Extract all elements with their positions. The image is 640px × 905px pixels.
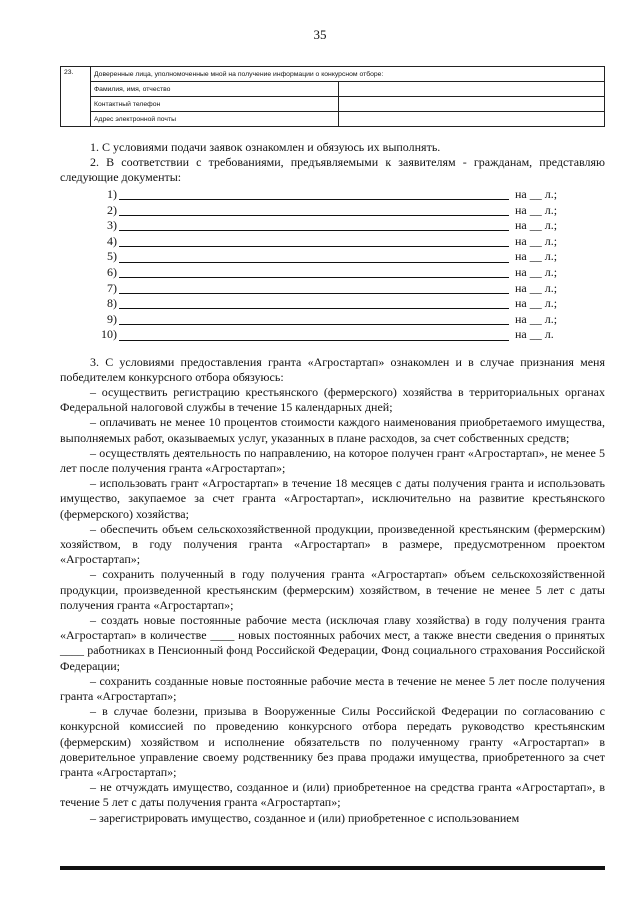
field-value-email <box>339 112 605 127</box>
obligation-item: – в случае болезни, призыва в Вооруженные Силы Российской Федерации по согласованию с конкурсной комиссией по проведению конкурсного отбора передать руководство крестьянским (фермерским) хозяйством и исполнение обязательств по полученному гранту «Агростартап» в доверительное управление своему родственнику без права продажи имущества, приобретенного за счет гранта «Агростартап»; <box>60 704 605 780</box>
obligation-item: – осуществлять деятельность по направлению, на которое получен грант «Агростартап», не менее 5 лет после получения гранта «Агростартап»; <box>60 445 605 475</box>
obligation-item: – сохранить созданные новые постоянные рабочие места в течение не менее 5 лет после получения гранта «Агростартап»; <box>60 673 605 704</box>
doc-blank-line <box>119 266 509 278</box>
paragraph-grant-conditions: 3. С условиями предоставления гранта «Агростартап» ознакомлен и в случае признания меня победителем конкурсного отбора обязуюсь: <box>60 354 605 384</box>
doc-number: 2) <box>107 202 117 217</box>
doc-number: 7) <box>107 280 117 295</box>
field-value-full-name <box>339 82 605 97</box>
obligation-item: – сохранить полученный в году получения гранта «Агростартап» объем сельскохозяйственной продукции, произведенной крестьянским (фермерским) хозяйством, в течение не менее 5 лет с даты получения гранта «Агростартап»; <box>60 567 605 612</box>
field-value-phone <box>339 97 605 112</box>
doc-number: 10) <box>101 327 117 342</box>
bottom-divider <box>60 866 605 870</box>
doc-pages: на __ л.; <box>515 311 558 326</box>
row-number: 23. <box>61 67 91 127</box>
field-label-phone: Контактный телефон <box>91 97 339 112</box>
doc-blank-line <box>119 204 509 216</box>
page-number: 35 <box>313 27 327 42</box>
list-item <box>60 187 605 203</box>
doc-number: 3) <box>107 218 117 233</box>
table-row <box>61 97 605 112</box>
field-label-email: Адрес электронной почты <box>91 112 339 127</box>
trusted-persons-table <box>60 66 605 127</box>
table-heading: Доверенные лица, уполномоченные мной на получение информации о конкурсном отборе: <box>91 67 605 82</box>
field-label-full-name: Фамилия, имя, отчество <box>91 82 339 97</box>
doc-number: 8) <box>107 296 117 311</box>
doc-pages: на __ л.; <box>515 296 558 311</box>
doc-pages: на __ л.; <box>515 249 558 264</box>
doc-blank-line <box>119 251 509 263</box>
list-item <box>60 280 605 296</box>
doc-blank-line <box>119 282 509 294</box>
doc-number: 9) <box>107 311 117 326</box>
doc-number: 6) <box>107 264 117 279</box>
doc-blank-line <box>119 313 509 325</box>
doc-pages: на __ л.; <box>515 264 558 279</box>
spacer <box>60 343 605 355</box>
list-item <box>60 265 605 281</box>
list-item <box>60 311 605 327</box>
table-row <box>61 112 605 127</box>
doc-blank-line <box>119 188 509 200</box>
obligation-item: – оплачивать не менее 10 процентов стоимости каждого наименования приобретаемого имущества, выполняемых работ, оказываемых услуг, указанных в плане расходов, за счет собственных средств; <box>60 415 605 445</box>
doc-blank-line <box>119 219 509 231</box>
list-item <box>60 249 605 265</box>
list-item <box>60 218 605 234</box>
doc-pages: на __ л.; <box>515 280 558 295</box>
obligation-item: – осуществить регистрацию крестьянского (фермерского) хозяйства в территориальных органах Федеральной налоговой службы в течение 15 календарных дней; <box>60 384 605 415</box>
list-item <box>60 296 605 312</box>
table-row <box>61 67 605 82</box>
doc-number: 4) <box>107 233 117 248</box>
doc-pages: на __ л.; <box>515 218 558 233</box>
doc-pages: на __ л.; <box>515 202 558 217</box>
paragraph-conditions: 1. С условиями подачи заявок ознакомлен и обязуюсь их выполнять. <box>90 140 441 154</box>
list-item <box>60 202 605 218</box>
list-item <box>60 327 605 343</box>
table-row <box>61 82 605 97</box>
obligation-item: – зарегистрировать имущество, созданное и (или) приобретенное с использованием <box>90 810 520 825</box>
doc-pages: на __ л.; <box>515 187 558 201</box>
obligation-item: – использовать грант «Агростартап» в течение 18 месяцев с даты получения гранта и использовать имущество, закупаемое за счет гранта «Агростартап», исключительно на развитие крестьянского (фермерского) хозяйства; <box>60 476 605 521</box>
obligation-item: – создать новые постоянные рабочие места (исключая главу хозяйства) в году получения гранта «Агростартап» в количестве ____ новых постоянных рабочих мест, а также внести сведения о принятых ____ работниках в Пенсионный фонд Российской Федерации, Фонд социального страхования Российской Федерации; <box>60 613 605 673</box>
doc-blank-line <box>119 329 509 341</box>
doc-blank-line <box>119 235 509 247</box>
doc-pages: на __ л.; <box>515 233 558 248</box>
doc-number: 5) <box>107 249 117 264</box>
doc-number: 1) <box>107 187 117 201</box>
list-item <box>60 233 605 249</box>
obligation-item: – не отчуждать имущество, созданное и (или) приобретенное на средства гранта «Агростартап», в течение 5 лет с даты получения гранта «Агростартап»; <box>60 780 605 810</box>
documents-list <box>60 187 605 343</box>
doc-pages: на __ л. <box>515 327 554 342</box>
doc-blank-line <box>119 297 509 309</box>
paragraph-documents-intro: 2. В соответствии с требованиями, предъявляемыми к заявителям - гражданам, представляю следующие документы: <box>60 155 605 185</box>
obligation-item: – обеспечить объем сельскохозяйственной продукции, произведенной крестьянским (фермерским) хозяйством, в году получения гранта «Агростартап» в размере, предусмотренном проектом «Агростартап»; <box>60 521 605 567</box>
document-body <box>60 140 605 826</box>
